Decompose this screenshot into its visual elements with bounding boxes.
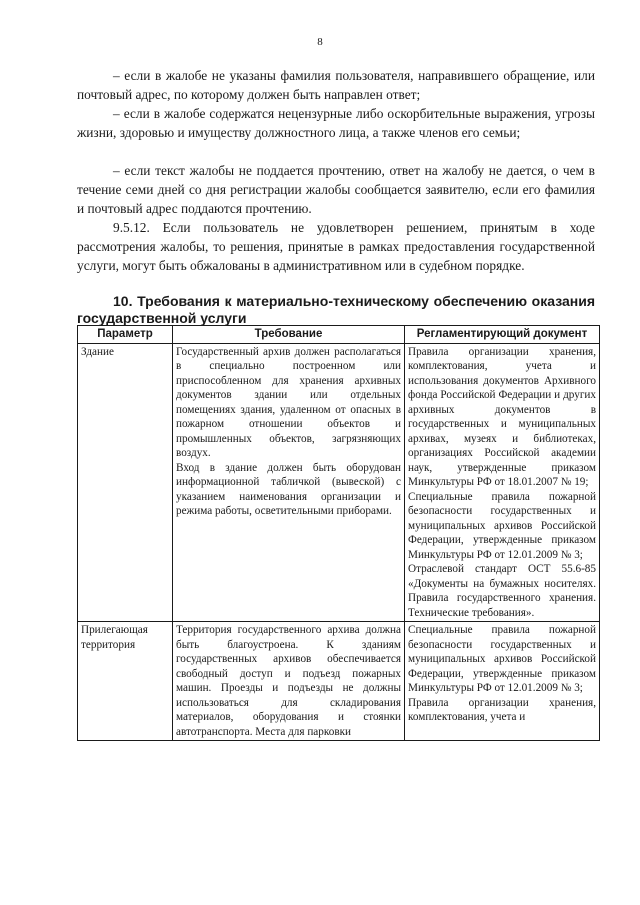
header-requirement: Требование	[173, 326, 405, 344]
table-row	[78, 622, 600, 741]
row-param: Прилегающая территория	[78, 622, 173, 741]
header-document: Регламентирующий документ	[405, 326, 600, 344]
document-text: Отраслевой стандарт ОСТ 55.6-85 «Документы на бумажных носителях. Правила государственного хранения. Технические требования».	[408, 563, 596, 619]
section-heading: 10. Требования к материально-техническому обеспечению оказания государственной услуги	[77, 293, 595, 326]
requirement-text: Государственный архив должен располагаться в специально построенном или приспособленном для хранения архивных документов здании или отдельных помещениях здания, удаленном от опасных в пожарном отношении объектов и промышленных объектов, загрязняющих воздух.	[176, 345, 401, 459]
document-text: Правила организации хранения, комплектования, учета и использования документов Архивного фонда Российской Федерации и других архивных документов в государственных и муниципальных архивах, музеях и библиотеках, организациях Российской академии наук, утвержденные приказом Минкультуры РФ от 18.01.2007 № 19;	[408, 345, 596, 488]
header-param: Параметр	[78, 326, 173, 344]
table-row	[78, 343, 600, 622]
paragraph-offensive-language: – если в жалобе содержатся нецензурные либо оскорбительные выражения, угрозы жизни, здоровью и имуществу должностного лица, а также членов его семьи;	[77, 106, 595, 140]
requirement-text: Вход в здание должен быть оборудован информационной табличкой (вывеской) с указанием наименования организации и режима работы, осветительными приборами.	[176, 461, 401, 517]
paragraph-appeal-decision: 9.5.12. Если пользователь не удовлетворен решением, принятым в ходе рассмотрения жалобы, то решения, принятые в рамках предоставления государственной услуги, могут быть обжалованы в административном или в судебном порядке.	[77, 220, 595, 273]
requirement-text: Территория государственного архива должна быть благоустроена. К зданиям государственных архивов обеспечивается свободный доступ и подъезд пожарных машин. Проезды и подъезды не должны использоваться для складирования материалов, оборудования и стоянки автотранспорта. Места для парковки	[176, 624, 401, 738]
row-param: Здание	[78, 343, 173, 622]
table-header-row	[78, 326, 600, 344]
page-number: 8	[317, 36, 323, 48]
paragraph-unreadable-text: – если текст жалобы не поддается прочтению, ответ на жалобу не дается, о чем в течение семи дней со дня регистрации жалобы сообщается заявителю, если его фамилия и почтовый адрес поддаются прочтению.	[77, 163, 595, 216]
document-text: Специальные правила пожарной безопасности государственных и муниципальных архивов Российской Федерации, утвержденные приказом Минкультуры РФ от 12.01.2009 № 3;	[408, 624, 596, 694]
requirements-table	[77, 325, 600, 741]
row-requirement	[173, 343, 405, 622]
row-documents	[405, 622, 600, 741]
row-documents	[405, 343, 600, 622]
document-text: Правила организации хранения, комплектования, учета и	[408, 696, 596, 723]
paragraph-no-address: – если в жалобе не указаны фамилия пользователя, направившего обращение, или почтовый адрес, по которому должен быть направлен ответ;	[77, 68, 595, 102]
row-requirement	[173, 622, 405, 741]
document-text: Специальные правила пожарной безопасности государственных и муниципальных архивов Российской Федерации, утвержденные приказом Минкультуры РФ от 12.01.2009 № 3;	[408, 490, 596, 561]
